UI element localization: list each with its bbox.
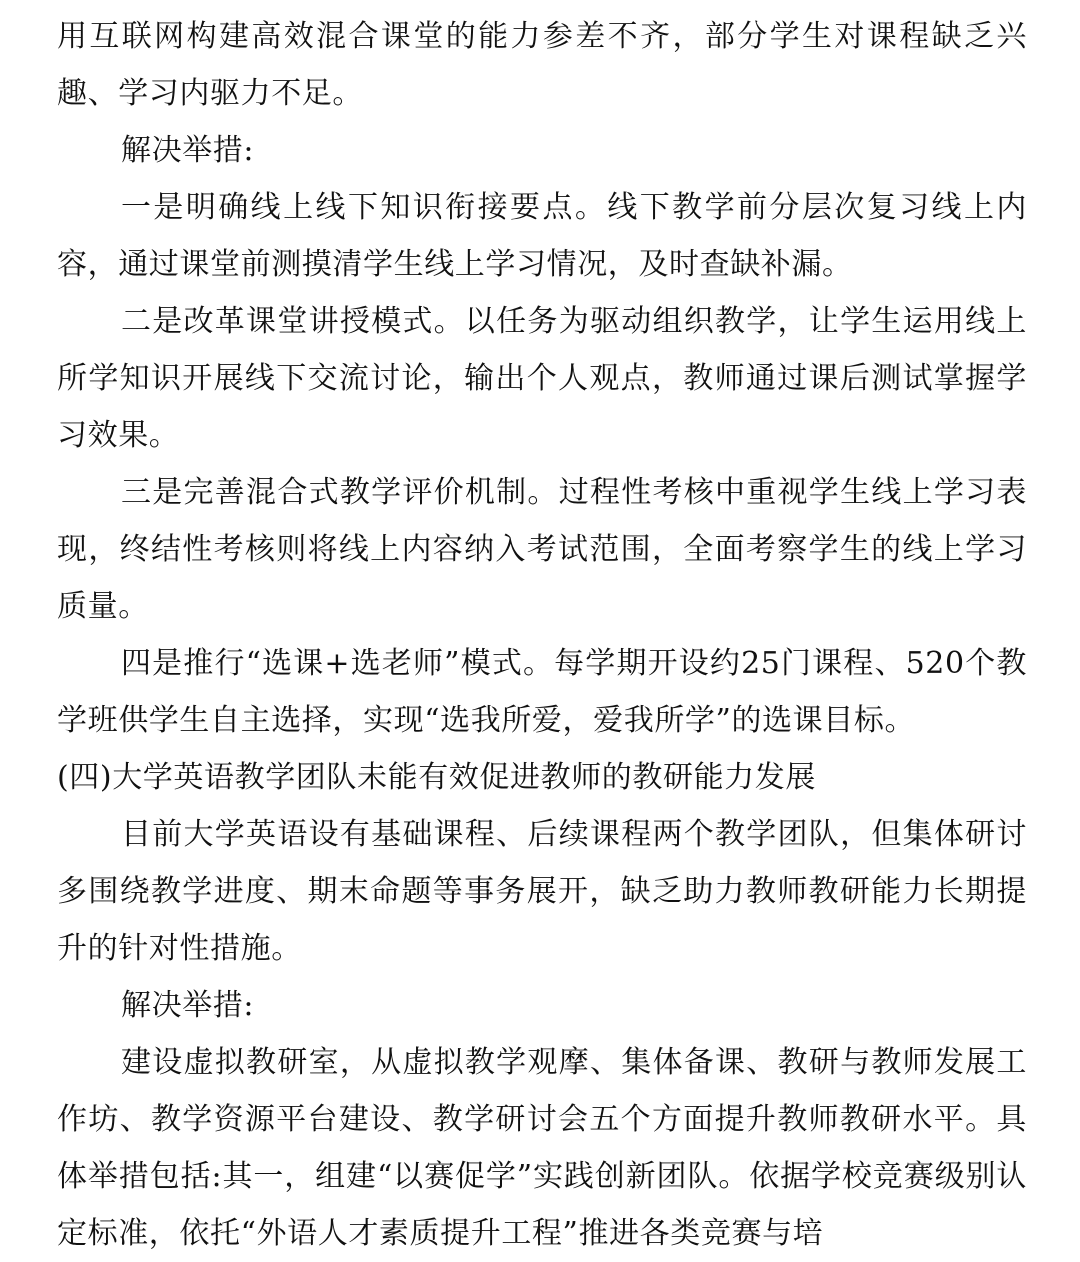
paragraph-measure-two: 二是改革课堂讲授模式。以任务为驱动组织教学，让学生运用线上所学知识开展线下交流讨论，输出个人观点，教师通过课后测试掌握学习效果。 [57, 304, 1027, 453]
paragraph-team-status: 目前大学英语设有基础课程、后续课程两个教学团队，但集体研讨多围绕教学进度、期末命题等事务展开，缺乏助力教师教研能力长期提升的针对性措施。 [57, 817, 1027, 966]
paragraph-continuation: 用互联网构建高效混合课堂的能力参差不齐，部分学生对课程缺乏兴趣、学习内驱力不足。 [57, 19, 1027, 111]
paragraph-measure-four: 四是推行“选课+选老师”模式。每学期开设约25门课程、520个教学班供学生自主选择，实现“选我所爱，爱我所学”的选课目标。 [57, 646, 1027, 738]
paragraph-measures-label: 解决举措: [121, 133, 255, 168]
section-heading: (四)大学英语教学团队未能有效促进教师的教研能力发展 [57, 760, 817, 795]
paragraph-measure-one: 一是明确线上线下知识衔接要点。线下教学前分层次复习线上内容，通过课堂前测摸清学生线上学习情况，及时查缺补漏。 [57, 190, 1027, 282]
paragraph-measure-three: 三是完善混合式教学评价机制。过程性考核中重视学生线上学习表现，终结性考核则将线上内容纳入考试范围，全面考察学生的线上学习质量。 [57, 475, 1027, 624]
paragraph-virtual-office: 建设虚拟教研室，从虚拟教学观摩、集体备课、教研与教师发展工作坊、教学资源平台建设、教学研讨会五个方面提升教师教研水平。具体举措包括:其一，组建“以赛促学”实践创新团队。依据学校竞赛级别认定标准，依托“外语人才素质提升工程”推进各类竞赛与培 [57, 1045, 1027, 1251]
paragraph-measures-label-2: 解决举措: [121, 988, 255, 1023]
document-page [57, 8, 1027, 1262]
